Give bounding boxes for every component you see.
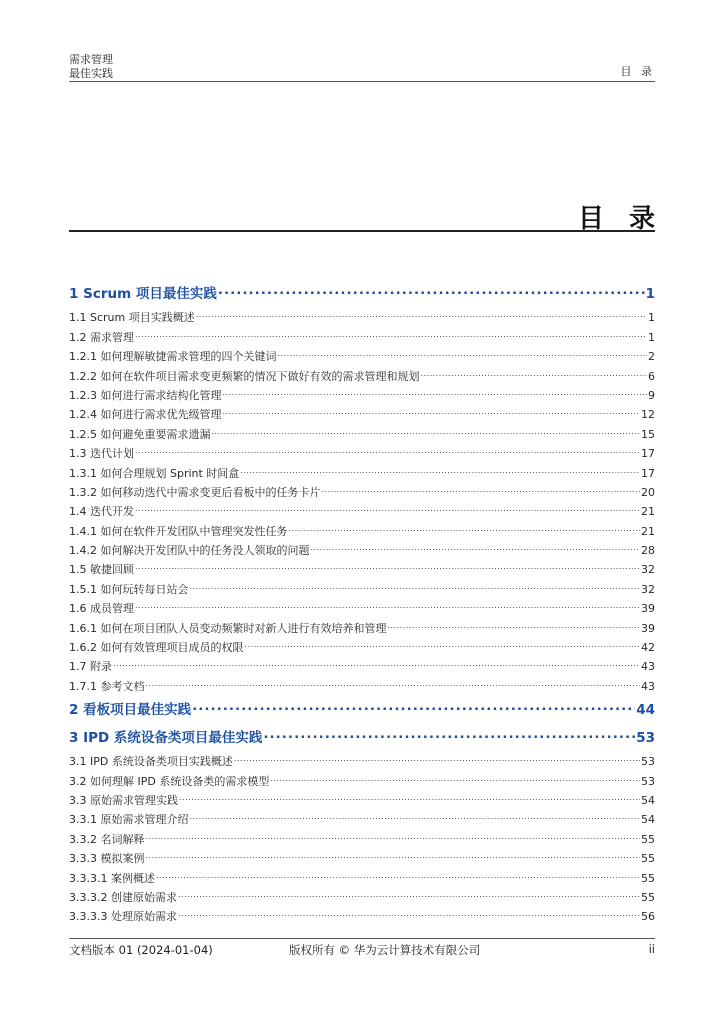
toc-leader-dots bbox=[310, 541, 640, 560]
toc-entry[interactable] bbox=[69, 521, 655, 540]
toc-entry-label: 3.3 原始需求管理实践 bbox=[69, 793, 178, 807]
toc-entry-label: 1.4 迭代开发 bbox=[69, 505, 134, 519]
toc-entry-label: 1.5.1 如何玩转每日站会 bbox=[69, 582, 189, 596]
toc-entry-label: 1.4.1 如何在软件开发团队中管理突发性任务 bbox=[69, 524, 288, 538]
toc-entry-label: 1.3.1 如何合理规划 Sprint 时间盒 bbox=[69, 466, 240, 480]
toc-entry-label: 1.2.2 如何在软件项目需求变更频繁的情况下做好有效的需求管理和规划 bbox=[69, 369, 420, 383]
toc-entry-page: 55 bbox=[641, 890, 655, 904]
toc-entry-page: 56 bbox=[641, 910, 655, 924]
toc-leader-dots bbox=[146, 677, 641, 696]
toc-entry-page: 32 bbox=[641, 582, 655, 596]
toc-leader-dots bbox=[212, 425, 641, 444]
toc-entry-label: 3.3.2 名词解释 bbox=[69, 832, 145, 846]
toc-entry-label: 1.1 Scrum 项目实践概述 bbox=[69, 311, 195, 325]
footer-copyright: 版权所有 © 华为云计算技术有限公司 bbox=[289, 943, 481, 957]
toc-entry-page: 53 bbox=[641, 774, 655, 788]
toc-leader-dots bbox=[178, 888, 640, 907]
toc-entry-page: 2 bbox=[648, 350, 655, 364]
toc-entry-label: 3.1 IPD 系统设备类项目实践概述 bbox=[69, 755, 233, 769]
toc-entry[interactable] bbox=[69, 483, 655, 502]
toc-entry[interactable] bbox=[69, 829, 655, 848]
toc-entry-page: 21 bbox=[641, 524, 655, 538]
toc-entry-page: 1 bbox=[648, 330, 655, 344]
toc-entry[interactable] bbox=[69, 771, 655, 790]
toc-leader-dots bbox=[420, 367, 647, 386]
header-section: 目 录 bbox=[620, 65, 655, 78]
toc-leader-dots bbox=[190, 580, 641, 599]
footer-page-number: ii bbox=[648, 942, 655, 956]
toc-leader-dots bbox=[156, 869, 640, 888]
toc-entry-label: 3 IPD 系统设备类项目最佳实践 bbox=[69, 729, 263, 746]
toc-entry-label: 1 Scrum 项目最佳实践 bbox=[69, 286, 217, 302]
toc-entry[interactable] bbox=[69, 405, 655, 424]
toc-leader-dots bbox=[288, 522, 640, 541]
toc-entry-page: 43 bbox=[641, 679, 655, 693]
toc-entry-page: 1 bbox=[645, 286, 655, 302]
toc-entry[interactable] bbox=[69, 308, 655, 327]
toc-entry-label: 1.2.1 如何理解敏捷需求管理的四个关键词 bbox=[69, 350, 277, 364]
toc-entry[interactable] bbox=[69, 541, 655, 560]
toc-entry-label: 3.3.1 原始需求管理介绍 bbox=[69, 813, 189, 827]
toc-entry-page: 15 bbox=[641, 427, 655, 441]
toc-entry[interactable] bbox=[69, 386, 655, 405]
header-title-line2: 最佳实践 bbox=[69, 67, 113, 80]
footer-version: 文档版本 01 (2024-01-04) bbox=[69, 943, 213, 957]
toc-leader-dots bbox=[321, 483, 640, 502]
toc-entry-page: 6 bbox=[648, 369, 655, 383]
toc-entry[interactable] bbox=[69, 463, 655, 482]
toc-entry[interactable] bbox=[69, 791, 655, 810]
toc-leader-dots bbox=[113, 657, 640, 676]
toc-leader-dots bbox=[135, 599, 640, 618]
toc-entry[interactable] bbox=[69, 444, 655, 463]
toc-leader-dots bbox=[178, 907, 640, 926]
title-rule bbox=[69, 230, 655, 232]
toc-leader-dots bbox=[223, 386, 648, 405]
toc-entry-label: 1.6 成员管理 bbox=[69, 602, 134, 616]
toc-entry[interactable] bbox=[69, 424, 655, 443]
toc-entry-label: 3.3.3.2 创建原始需求 bbox=[69, 890, 177, 904]
toc-leader-dots bbox=[234, 752, 640, 771]
toc-entry[interactable] bbox=[69, 907, 655, 926]
toc-entry-label: 2 看板项目最佳实践 bbox=[69, 701, 192, 718]
toc-entry-page: 54 bbox=[641, 813, 655, 827]
toc-entry-label: 1.3 迭代计划 bbox=[69, 447, 134, 461]
toc-leader-dots bbox=[179, 791, 640, 810]
toc-entry-page: 55 bbox=[641, 832, 655, 846]
toc-leader-dots bbox=[270, 772, 640, 791]
toc-entry-label: 1.2.3 如何进行需求结构化管理 bbox=[69, 388, 222, 402]
toc-leader-dots bbox=[135, 560, 640, 579]
toc-entry[interactable] bbox=[69, 696, 655, 724]
toc-leader-dots bbox=[196, 308, 647, 327]
header-doc-title bbox=[69, 53, 113, 81]
toc-entry-page: 44 bbox=[636, 701, 655, 718]
toc-entry[interactable] bbox=[69, 599, 655, 618]
toc-entry-label: 1.2 需求管理 bbox=[69, 330, 134, 344]
toc-entry-page: 39 bbox=[641, 621, 655, 635]
toc-leader-dots bbox=[192, 696, 635, 724]
toc-entry[interactable] bbox=[69, 347, 655, 366]
toc-entry-page: 20 bbox=[641, 485, 655, 499]
toc-entry-page: 55 bbox=[641, 871, 655, 885]
toc-entry[interactable] bbox=[69, 752, 655, 771]
toc-entry-page: 55 bbox=[641, 852, 655, 866]
toc-entry[interactable] bbox=[69, 618, 655, 637]
toc-leader-dots bbox=[277, 347, 647, 366]
toc-entry-page: 53 bbox=[641, 755, 655, 769]
toc-entry-label: 1.7.1 参考文档 bbox=[69, 679, 145, 693]
toc-entry-label: 3.3.3.3 处理原始需求 bbox=[69, 910, 177, 924]
toc-entry-page: 12 bbox=[641, 408, 655, 422]
toc-leader-dots bbox=[146, 830, 641, 849]
toc-entry[interactable] bbox=[69, 579, 655, 598]
page-footer bbox=[69, 938, 655, 957]
toc-entry-page: 53 bbox=[636, 729, 655, 746]
toc-entry-page: 17 bbox=[641, 466, 655, 480]
toc-leader-dots bbox=[240, 464, 640, 483]
toc-entry-page: 32 bbox=[641, 563, 655, 577]
toc-leader-dots bbox=[223, 405, 641, 424]
toc-entry[interactable] bbox=[69, 849, 655, 868]
toc-entry-label: 3.3.3.1 案例概述 bbox=[69, 871, 155, 885]
toc-leader-dots bbox=[135, 502, 640, 521]
toc-entry[interactable] bbox=[69, 724, 655, 752]
toc-entry[interactable] bbox=[69, 810, 655, 829]
toc-entry[interactable] bbox=[69, 366, 655, 385]
toc-entry-label: 1.5 敏捷回顾 bbox=[69, 563, 134, 577]
toc-leader-dots bbox=[244, 638, 640, 657]
toc-entry[interactable] bbox=[69, 560, 655, 579]
toc-entry-label: 1.2.5 如何避免重要需求遗漏 bbox=[69, 427, 211, 441]
toc-entry-page: 1 bbox=[648, 311, 655, 325]
toc-entry-page: 54 bbox=[641, 793, 655, 807]
toc-entry-page: 39 bbox=[641, 602, 655, 616]
header-title-line1: 需求管理 bbox=[69, 53, 113, 66]
toc-entry[interactable] bbox=[69, 280, 655, 308]
toc-entry-page: 28 bbox=[641, 544, 655, 558]
toc-leader-dots bbox=[263, 724, 635, 752]
toc-entry[interactable] bbox=[69, 638, 655, 657]
toc-leader-dots bbox=[135, 328, 647, 347]
toc-entry-page: 43 bbox=[641, 660, 655, 674]
toc-entry[interactable] bbox=[69, 657, 655, 676]
toc-entry-label: 1.7 附录 bbox=[69, 660, 112, 674]
toc-entry-label: 3.2 如何理解 IPD 系统设备类的需求模型 bbox=[69, 774, 270, 788]
toc-entry-label: 3.3.3 模拟案例 bbox=[69, 852, 145, 866]
toc-entry-page: 9 bbox=[648, 388, 655, 402]
toc-entry[interactable] bbox=[69, 676, 655, 695]
toc-entry-page: 21 bbox=[641, 505, 655, 519]
toc-leader-dots bbox=[135, 444, 640, 463]
toc-entry-label: 1.3.2 如何移动迭代中需求变更后看板中的任务卡片 bbox=[69, 485, 321, 499]
toc-entry-label: 1.6.1 如何在项目团队人员变动频繁时对新人进行有效培养和管理 bbox=[69, 621, 387, 635]
toc-leader-dots bbox=[387, 619, 640, 638]
page-header bbox=[69, 53, 655, 82]
toc-entry-page: 42 bbox=[641, 641, 655, 655]
toc-entry-page: 17 bbox=[641, 447, 655, 461]
toc-entry[interactable] bbox=[69, 502, 655, 521]
toc-entry-label: 1.6.2 如何有效管理项目成员的权限 bbox=[69, 641, 244, 655]
table-of-contents bbox=[69, 280, 655, 926]
toc-entry[interactable] bbox=[69, 868, 655, 887]
toc-leader-dots bbox=[218, 280, 645, 308]
toc-leader-dots bbox=[190, 810, 641, 829]
toc-entry[interactable] bbox=[69, 888, 655, 907]
page-title: 目 录 bbox=[577, 204, 663, 234]
toc-entry-label: 1.4.2 如何解决开发团队中的任务没人领取的问题 bbox=[69, 544, 310, 558]
toc-entry-label: 1.2.4 如何进行需求优先级管理 bbox=[69, 408, 222, 422]
toc-leader-dots bbox=[146, 849, 641, 868]
toc-entry[interactable] bbox=[69, 327, 655, 346]
